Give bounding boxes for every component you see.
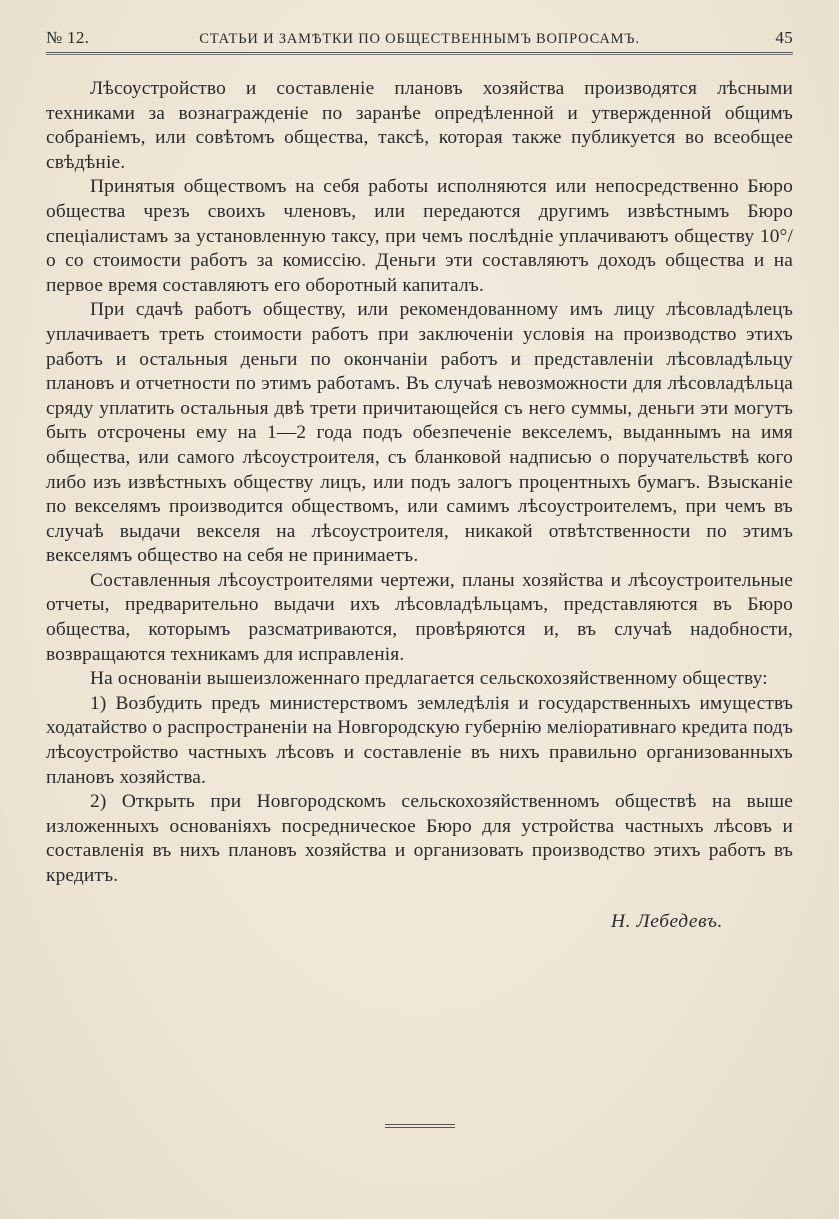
header-rule (46, 52, 793, 55)
page-number: 45 (775, 28, 793, 47)
issue-number: № 12. (46, 28, 90, 47)
paragraph: Принятыя обществомъ на себя работы исполняются или непосредственно Бюро общества чрезъ своихъ членовъ, или передаются другимъ извѣстнымъ Бюро спеціалистамъ за установленную таксу, при чемъ послѣдніе уплачиваютъ обществу 10°/о со стоимости работъ за комиссію. Деньги эти составляютъ доходъ общества и на первое время составляютъ его оборотный капиталъ. (46, 176, 793, 296)
section-title: СТАТЬИ И ЗАМѢТКИ ПО ОБЩЕСТВЕННЫМЪ ВОПРОСАМЪ. (199, 31, 640, 47)
paragraph: 2) Открыть при Новгородскомъ сельскохозяйственномъ обществѣ на выше изложенныхъ основаніяхъ посредническое Бюро для устройства частныхъ лѣсовъ и составленія въ нихъ плановъ хозяйства и организовать производство этихъ работъ въ кредитъ. (46, 791, 793, 886)
paragraph: На основаніи вышеизложеннаго предлагается сельскохозяйственному обществу: (90, 668, 768, 690)
paragraph: Лѣсоустройство и составленіе плановъ хозяйства производятся лѣсными техниками за вознагражденіе по заранѣе опредѣленной и утвержденной общимъ собраніемъ, или совѣтомъ общества, таксѣ, которая также публикуется во всеобщее свѣдѣніе. (46, 78, 793, 173)
paragraph: 1) Возбудить предъ министерствомъ земледѣлія и государственныхъ имуществъ ходатайство о распространеніи на Новгородскую губернію меліоративнаго кредита подъ лѣсоустройство частныхъ лѣсовъ и составленіе въ нихъ правильно организованныхъ плановъ хозяйства. (46, 692, 793, 788)
author-signature: Н. Лебедевъ. (611, 910, 723, 932)
running-header (46, 28, 793, 52)
article-body (46, 77, 793, 889)
paragraph: Составленныя лѣсоустроителями чертежи, планы хозяйства и лѣсоустроительные отчеты, предварительно выдачи ихъ лѣсовладѣльцамъ, представляются въ Бюро общества, которымъ разсматриваются, провѣряются и, въ случаѣ надобности, возвращаются техникамъ для исправленія. (46, 569, 793, 665)
end-ornament-rule (385, 1122, 455, 1130)
paragraph: При сдачѣ работъ обществу, или рекомендованному имъ лицу лѣсовладѣлецъ уплачиваетъ треть стоимости работъ при заключеніи условія на производство этихъ работъ и остальныя деньги по окончаніи работъ и представленіи лѣсовладѣльцу плановъ и отчетности по этимъ работамъ. Въ случаѣ невозможности для лѣсовладѣльца сряду уплатить остальныя двѣ трети причитающейся съ него суммы, деньги эти могутъ быть отсрочены ему на 1—2 года подъ обезпеченіе векселемъ, выданнымъ на имя общества, или самого лѣсоустроителя, съ бланковой надписью о поручательствѣ кого либо изъ извѣстныхъ обществу лицъ, или подъ залогъ процентныхъ бумагъ. Взысканіе по векселямъ производится обществомъ, или самимъ лѣсоустроителемъ, при чемъ въ случаѣ выдачи векселя на лѣсоустроителя, никакой отвѣтственности по этимъ векселямъ общество на себя не принимаетъ. (46, 299, 793, 567)
